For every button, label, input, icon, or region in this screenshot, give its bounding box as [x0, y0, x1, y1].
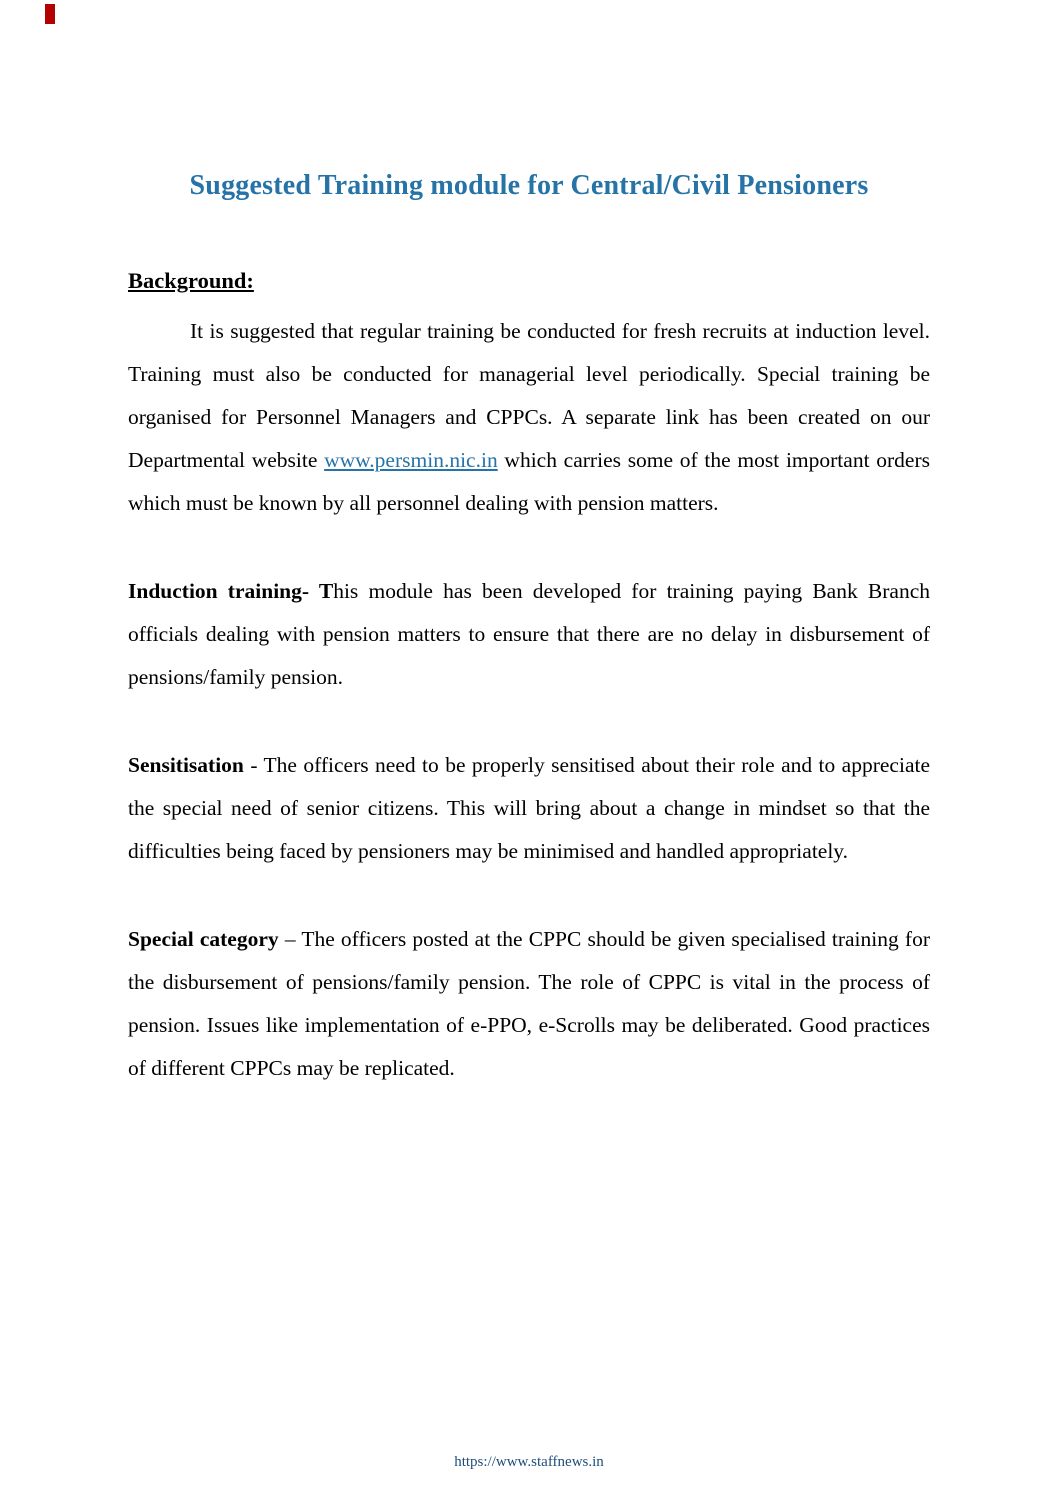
scan-artifact-mark — [45, 4, 55, 24]
paragraph-special-category — [128, 918, 930, 1090]
background-text-before-link: It is suggested that regular training be conducted for fresh recruits at induction level. Training must also be conducted for managerial level periodically. Special training be organised for Personnel Managers and CPPCs. A separate link has been created on our Departmental website — [128, 319, 930, 472]
section-heading-background: Background: — [128, 268, 254, 293]
special-category-body: – The officers posted at the CPPC should be given specialised training for the disbursement of pensions/family pension. The role of CPPC is vital in the process of pension. Issues like implementation of e-PPO, e-Scrolls may be deliberated. Good practices of different CPPCs may be replicated. — [128, 927, 930, 1080]
background-text-after-link: which carries some of the most important orders which must be known by all personnel dealing with pension matters. — [128, 448, 930, 515]
document-content — [128, 170, 930, 1135]
footer-link[interactable]: https://www.staffnews.in — [454, 1454, 604, 1470]
paragraph-sensitisation — [128, 744, 930, 873]
page-footer — [0, 1454, 1058, 1471]
sensitisation-lead: Sensitisation — [128, 753, 244, 777]
persmin-link[interactable]: www.persmin.nic.in — [324, 448, 498, 472]
paragraph-induction-training — [128, 570, 930, 699]
page-title: Suggested Training module for Central/Civil Pensioners — [189, 170, 869, 201]
special-category-lead: Special category — [128, 927, 279, 951]
sensitisation-body: - The officers need to be properly sensitised about their role and to appreciate the special need of senior citizens. This will bring about a change in mindset so that the difficulties being faced by pensioners may be minimised and handled appropriately. — [128, 753, 930, 863]
induction-training-body: his module has been developed for training paying Bank Branch officials dealing with pension matters to ensure that there are no delay in disbursement of pensions/family pension. — [128, 579, 930, 689]
induction-training-lead: Induction training- T — [128, 579, 334, 603]
paragraph-background — [128, 310, 930, 525]
